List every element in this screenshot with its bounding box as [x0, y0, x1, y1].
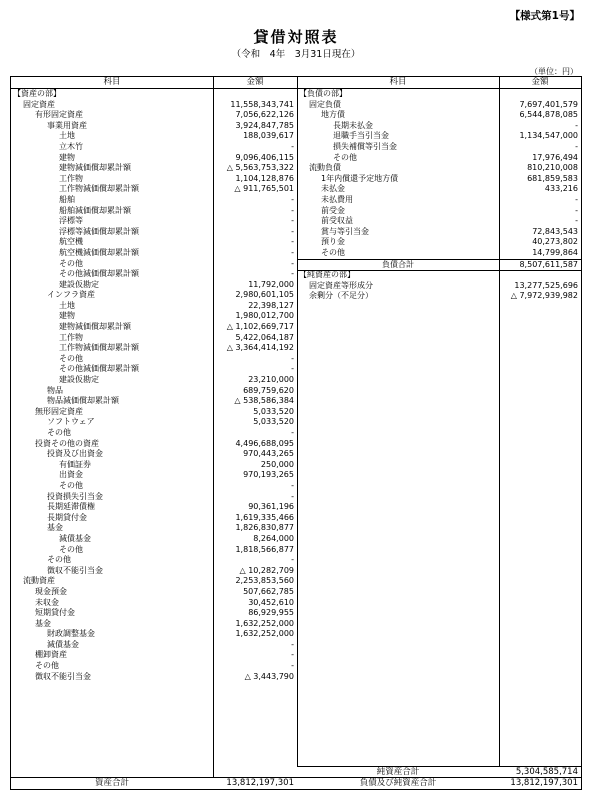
asset-row — [11, 513, 297, 524]
row-label: 未収金 — [35, 597, 59, 607]
row-label: 建物減価償却累計額 — [59, 163, 131, 173]
row-label: 立木竹 — [59, 141, 83, 151]
row-amount: △ 911,765,501 — [234, 184, 294, 194]
liability-row — [297, 184, 581, 195]
asset-row — [11, 311, 297, 322]
row-amount: 250,000 — [260, 459, 294, 469]
row-label: 長期貸付金 — [47, 512, 87, 522]
asset-row — [11, 629, 297, 640]
asset-row — [11, 153, 297, 164]
row-label: 棚卸資産 — [35, 650, 67, 660]
asset-row — [11, 163, 297, 174]
row-label: 長期未払金 — [333, 120, 373, 130]
row-label: 浮標等減価償却累計額 — [59, 226, 139, 236]
asset-row — [11, 269, 297, 280]
liability-row — [297, 100, 581, 111]
row-label: 徴収不能引当金 — [47, 565, 103, 575]
liability-row — [297, 110, 581, 121]
row-label: 財政調整基金 — [47, 629, 95, 639]
row-label: 減債基金 — [59, 533, 91, 543]
row-label: その他減価償却累計額 — [59, 364, 139, 374]
row-label: その他 — [47, 428, 71, 437]
asset-row — [11, 184, 297, 195]
asset-row — [11, 121, 297, 132]
row-amount: - — [575, 141, 578, 151]
row-amount: 40,273,802 — [532, 237, 578, 247]
row-amount: - — [291, 216, 294, 226]
row-label: 投資及び出資金 — [47, 449, 103, 459]
row-amount: 689,759,620 — [243, 385, 294, 395]
asset-row — [11, 608, 297, 619]
row-amount: - — [291, 353, 294, 363]
row-amount: - — [291, 555, 294, 565]
liability-row — [297, 216, 581, 227]
row-amount: 11,558,343,741 — [230, 99, 294, 109]
asset-row — [11, 523, 297, 534]
row-amount: 5,033,520 — [253, 406, 294, 416]
row-label: 固定資産等形成分 — [309, 280, 373, 290]
row-label: その他 — [35, 661, 59, 671]
row-amount: - — [291, 141, 294, 151]
asset-row — [11, 259, 297, 270]
row-amount: 2,253,853,560 — [235, 576, 294, 586]
row-amount: 7,056,622,126 — [235, 110, 294, 120]
asset-row — [11, 206, 297, 217]
row-amount: △ 1,102,669,717 — [226, 322, 294, 332]
asset-row — [11, 492, 297, 503]
page-title: 貸借対照表 — [253, 28, 339, 46]
row-amount: 1,632,252,000 — [235, 618, 294, 628]
asset-row — [11, 566, 297, 577]
row-label: 固定資産 — [23, 99, 55, 109]
asset-row — [11, 640, 297, 651]
net-assets-rows — [297, 270, 581, 302]
amount-header: 金額 — [246, 77, 264, 87]
row-amount: 9,096,406,115 — [235, 152, 294, 162]
row-label: 工作物 — [59, 332, 83, 342]
row-label: 地方債 — [321, 110, 345, 120]
row-amount: 8,264,000 — [253, 533, 294, 543]
liability-row — [297, 142, 581, 153]
asset-row — [11, 396, 297, 407]
row-amount: △ 5,563,753,322 — [226, 163, 294, 173]
subject-header: 科目 — [11, 77, 214, 88]
row-label: 長期延滞債権 — [47, 502, 95, 512]
row-label: 出資金 — [59, 470, 83, 480]
row-label: 無形固定資産 — [35, 406, 83, 416]
row-amount: - — [291, 258, 294, 268]
row-label: 建物減価償却累計額 — [59, 322, 131, 332]
row-amount: 3,924,847,785 — [235, 120, 294, 130]
asset-row — [11, 598, 297, 609]
row-amount: 90,361,196 — [248, 502, 294, 512]
row-amount: - — [291, 247, 294, 257]
liabilities-column — [297, 77, 581, 789]
liability-row — [297, 163, 581, 174]
asset-row — [11, 216, 297, 227]
row-amount: - — [291, 194, 294, 204]
row-label: 基金 — [35, 618, 51, 628]
row-amount: 30,452,610 — [248, 597, 294, 607]
assets-column — [11, 77, 298, 789]
asset-row — [11, 587, 297, 598]
row-label: 1年内償還予定地方債 — [321, 173, 399, 183]
asset-row — [11, 672, 297, 683]
row-amount: 1,980,012,700 — [235, 311, 294, 321]
row-label: 有形固定資産 — [35, 110, 83, 120]
row-label: 建物 — [59, 152, 75, 162]
asset-row — [11, 333, 297, 344]
asset-row — [11, 481, 297, 492]
net-asset-row — [297, 281, 581, 292]
row-amount: 14,799,864 — [532, 247, 578, 257]
row-label: その他 — [47, 555, 71, 565]
row-amount: - — [291, 269, 294, 279]
row-label: その他 — [59, 544, 83, 554]
liabilities-total-label: 負債合計 — [382, 259, 414, 269]
assets-rows — [11, 89, 297, 682]
form-number: 【様式第1号】 — [509, 10, 580, 22]
row-label: その他 — [321, 247, 345, 257]
liability-row — [297, 121, 581, 132]
asset-row — [11, 650, 297, 661]
asset-row — [11, 364, 297, 375]
asset-row — [11, 354, 297, 365]
net-assets-total-label: 純資産合計 — [376, 767, 420, 777]
asset-row — [11, 470, 297, 481]
row-label: その他 — [59, 258, 83, 268]
liability-row — [297, 89, 581, 100]
row-amount: 970,443,265 — [243, 449, 294, 459]
row-label: その他 — [59, 353, 83, 363]
asset-row — [11, 417, 297, 428]
asset-row — [11, 280, 297, 291]
asset-row — [11, 100, 297, 111]
row-amount: 970,193,265 — [243, 470, 294, 480]
row-label: 退職手当引当金 — [333, 131, 389, 141]
row-label: インフラ資産 — [47, 290, 95, 300]
row-label: 航空機減価償却累計額 — [59, 247, 139, 257]
row-amount: - — [291, 661, 294, 671]
asset-row — [11, 89, 297, 100]
net-assets-total-amount: 5,304,585,714 — [515, 767, 578, 777]
assets-total-row — [11, 777, 297, 789]
row-label: 船舶減価償却累計額 — [59, 205, 131, 215]
row-amount: - — [291, 364, 294, 374]
liab-net-total-row — [297, 777, 581, 789]
row-label: 建設仮勘定 — [59, 375, 99, 385]
row-amount: 5,422,064,187 — [235, 332, 294, 342]
row-label: 預り金 — [321, 237, 345, 247]
asset-row — [11, 428, 297, 439]
asset-row — [11, 301, 297, 312]
asset-row — [11, 439, 297, 450]
row-label: その他 — [333, 152, 357, 162]
asset-row — [11, 237, 297, 248]
row-amount: 1,134,547,000 — [519, 131, 578, 141]
row-label: 現金預金 — [35, 586, 67, 596]
row-amount: - — [291, 428, 294, 437]
liab-net-total-label: 負債及び純資産合計 — [359, 778, 437, 788]
amount-header: 金額 — [531, 77, 549, 87]
row-amount: - — [575, 120, 578, 130]
row-label: その他 — [59, 480, 83, 490]
asset-row — [11, 174, 297, 185]
asset-row — [11, 619, 297, 630]
asset-row — [11, 375, 297, 386]
row-amount: - — [291, 226, 294, 236]
assets-total-label: 資産合計 — [94, 778, 129, 788]
row-label: 浮標等 — [59, 216, 83, 226]
row-label: 投資その他の資産 — [35, 438, 99, 448]
row-label: 賞与等引当金 — [321, 226, 369, 236]
row-amount: 2,980,601,105 — [235, 290, 294, 300]
liability-row — [297, 131, 581, 142]
asset-row — [11, 460, 297, 471]
asset-row — [11, 131, 297, 142]
row-amount: - — [291, 639, 294, 649]
row-label: 【資産の部】 — [13, 89, 61, 98]
assets-header — [11, 77, 297, 89]
row-label: 未払費用 — [321, 194, 353, 204]
row-label: 工作物減価償却累計額 — [59, 184, 139, 194]
liab-net-total-amount: 13,812,197,301 — [510, 778, 578, 788]
row-amount: 5,033,520 — [253, 417, 294, 427]
asset-row — [11, 386, 297, 397]
net-asset-row — [297, 270, 581, 281]
asset-row — [11, 502, 297, 513]
asset-row — [11, 449, 297, 460]
row-amount: 86,929,955 — [248, 608, 294, 618]
row-amount: 13,277,525,696 — [514, 280, 578, 290]
row-label: 投資損失引当金 — [47, 491, 103, 501]
subject-header: 科目 — [297, 77, 500, 88]
row-label: 建物 — [59, 311, 75, 321]
row-amount: - — [575, 216, 578, 226]
row-label: 工作物減価償却累計額 — [59, 343, 139, 353]
assets-total-amount: 13,812,197,301 — [226, 778, 294, 788]
asset-row — [11, 227, 297, 238]
asset-row — [11, 290, 297, 301]
row-amount: 7,697,401,579 — [519, 99, 578, 109]
asset-row — [11, 407, 297, 418]
row-amount: 1,619,335,466 — [235, 512, 294, 522]
row-amount: 1,818,566,877 — [235, 544, 294, 554]
row-amount: 507,662,785 — [243, 586, 294, 596]
row-amount: - — [291, 480, 294, 490]
asset-row — [11, 343, 297, 354]
row-label: 前受金 — [321, 205, 345, 215]
asset-row — [11, 322, 297, 333]
net-asset-row — [297, 291, 581, 302]
row-label: 前受収益 — [321, 216, 353, 226]
row-amount: △ 3,443,790 — [244, 671, 294, 681]
liability-row — [297, 206, 581, 217]
row-label: 固定負債 — [309, 99, 341, 109]
asset-row — [11, 661, 297, 672]
liability-row — [297, 248, 581, 259]
asset-row — [11, 110, 297, 121]
row-amount: △ 10,282,709 — [239, 565, 294, 575]
row-amount: 1,632,252,000 — [235, 629, 294, 639]
row-amount: 1,826,830,877 — [235, 523, 294, 533]
row-label: その他減価償却累計額 — [59, 269, 139, 279]
asset-row — [11, 534, 297, 545]
row-amount: 6,544,878,085 — [519, 110, 578, 120]
row-label: 物品 — [47, 385, 63, 395]
row-amount: 4,496,688,095 — [235, 438, 294, 448]
asset-row — [11, 545, 297, 556]
row-amount: - — [291, 237, 294, 247]
row-amount: - — [575, 194, 578, 204]
row-label: 土地 — [59, 131, 75, 141]
row-amount: 681,859,583 — [527, 173, 578, 183]
liabilities-header — [297, 77, 581, 89]
row-amount: 1,104,128,876 — [235, 173, 294, 183]
liability-row — [297, 174, 581, 185]
row-label: 流動資産 — [23, 576, 55, 586]
row-amount: - — [291, 491, 294, 501]
asset-row — [11, 248, 297, 259]
row-amount: 810,210,008 — [527, 163, 578, 173]
liability-row — [297, 153, 581, 164]
unit-label: （単位：円） — [530, 67, 578, 76]
row-label: 物品減価償却累計額 — [47, 396, 119, 406]
row-label: 徴収不能引当金 — [35, 671, 91, 681]
liabilities-rows — [297, 89, 581, 259]
asset-row — [11, 576, 297, 587]
asset-row — [11, 195, 297, 206]
row-label: 【負債の部】 — [299, 89, 347, 98]
liability-row — [297, 195, 581, 206]
row-amount: 11,792,000 — [248, 279, 294, 289]
row-label: 航空機 — [59, 237, 83, 247]
row-amount: 22,398,127 — [248, 300, 294, 310]
row-label: 未払金 — [321, 184, 345, 194]
row-label: ソフトウェア — [47, 417, 95, 427]
liability-row — [297, 227, 581, 238]
liability-row — [297, 237, 581, 248]
row-amount: △ 538,586,384 — [234, 396, 294, 406]
report-date: （令和 4年 3月31日現在） — [231, 49, 361, 60]
row-amount: - — [291, 650, 294, 660]
row-amount: 188,039,617 — [243, 131, 294, 141]
row-amount: 23,210,000 — [248, 375, 294, 385]
row-label: 有価証券 — [59, 459, 91, 469]
liabilities-total-amount: 8,507,611,587 — [519, 259, 578, 269]
row-amount: - — [291, 205, 294, 215]
asset-row — [11, 555, 297, 566]
row-label: 建設仮勘定 — [59, 279, 99, 289]
row-amount: 72,843,543 — [532, 226, 578, 236]
row-amount: 17,976,494 — [532, 152, 578, 162]
row-label: 流動負債 — [309, 163, 341, 173]
row-label: 土地 — [59, 300, 75, 310]
row-amount: △ 7,972,939,982 — [510, 291, 578, 301]
row-label: 工作物 — [59, 173, 83, 183]
row-label: 短期貸付金 — [35, 608, 75, 618]
row-label: 損失補償等引当金 — [333, 141, 397, 151]
balance-sheet-table — [10, 76, 582, 790]
row-label: 減債基金 — [47, 639, 79, 649]
row-amount: - — [575, 205, 578, 215]
row-label: 事業用資産 — [47, 120, 87, 130]
row-label: 余剰分（不足分） — [309, 291, 373, 301]
row-amount: 433,216 — [544, 184, 578, 194]
row-label: 船舶 — [59, 194, 75, 204]
row-label: 基金 — [47, 523, 63, 533]
asset-row — [11, 142, 297, 153]
row-label: 【純資産の部】 — [299, 270, 355, 280]
row-amount: △ 3,364,414,192 — [226, 343, 294, 353]
